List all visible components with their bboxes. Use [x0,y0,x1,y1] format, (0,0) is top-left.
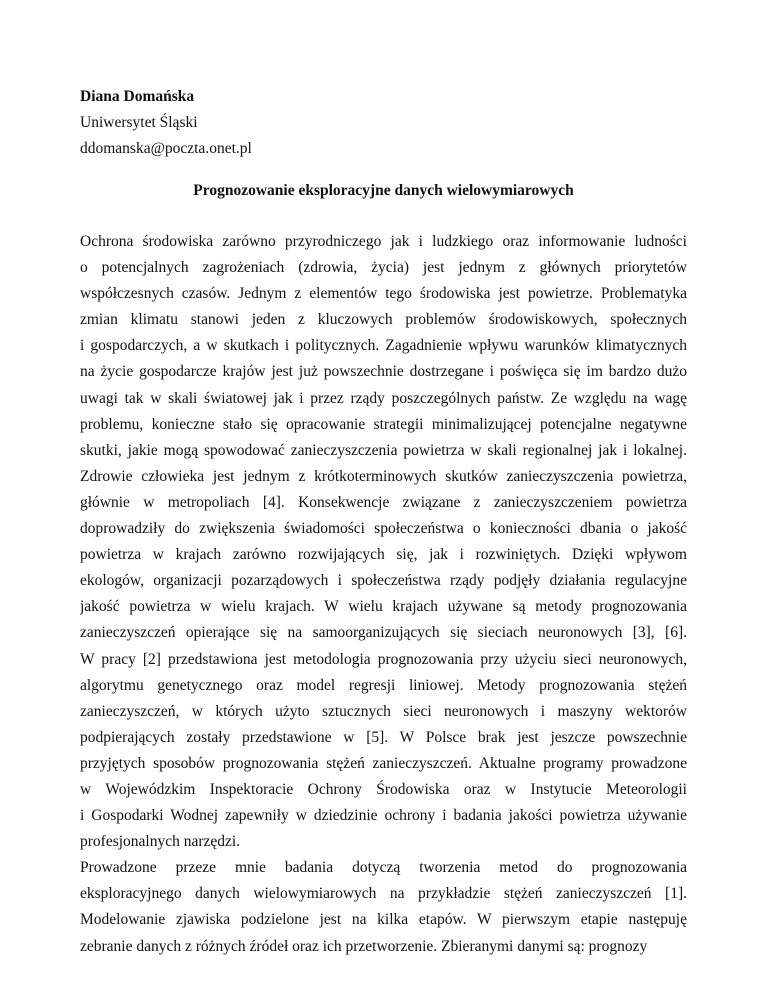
paragraph-1-line: algorytmu genetycznego oraz model regresji liniowej. Metody prognozowania stężeń [80,676,687,694]
paragraph-1-line: i Gospodarki Wodnej zapewniły w dziedzinie ochrony i badania jakości powietrza używanie [80,807,687,825]
paragraph-1-line: profesjonalnych narzędzi. [80,833,241,851]
body-text [80,229,687,960]
paragraph-1-line: Zdrowie człowieka jest jednym z krótkoterminowych skutków zanieczyszczenia powietrza, [80,467,687,485]
paragraph-1-line: głównie w metropoliach [4]. Konsekwencje związane z zanieczyszczeniem powietrza [80,493,687,511]
paragraph-1-line: doprowadziły do zwiększenia świadomości społeczeństwa o konieczności dbania o jakość [80,520,687,538]
paragraph-1-line: uwagi tak w skali światowej jak i przez rządy poszczególnych państw. Ze względu na wagę [80,389,687,407]
paragraph-1-line: i gospodarczych, a w skutkach i politycznych. Zagadnienie wpływu warunków klimatycznych [80,337,687,355]
author-block [80,84,700,162]
paragraph-1-line: w Wojewódzkim Inspektoracie Ochrony Środowiska oraz w Instytucie Meteorologii [80,780,687,798]
paragraph-1-line: zmian klimatu stanowi jeden z kluczowych problemów środowiskowych, społecznych [80,311,687,329]
paragraph-1-line: współczesnych czasów. Jednym z elementów tego środowiska jest powietrze. Problematyka [80,285,687,303]
paragraph-1-line: na życie gospodarcze krajów jest już powszechnie dostrzegane i poświęca się im bardzo dużo [80,363,687,381]
paragraph-1-line: W pracy [2] przedstawiona jest metodologia prognozowania przy użyciu sieci neuronowych, [80,650,687,668]
paragraph-2-line: Prowadzone przeze mnie badania dotyczą tworzenia metod do prognozowania [80,859,687,877]
paragraph-1-line: zanieczyszczeń opierające się na samoorganizujących się sieciach neuronowych [3], [6]. [80,624,687,642]
author-name: Diana Domańska [80,88,195,105]
paragraph-1-line: skutki, jakie mogą spowodować zanieczyszczenia powietrza w skali regionalnej jak i lokalnej. [80,441,687,459]
paragraph-1-line: Ochrona środowiska zarówno przyrodniczego jak i ludzkiego oraz informowanie ludności [80,233,687,250]
paragraph-2-line: Modelowanie zjawiska podzielone jest na kilka etapów. W pierwszym etapie następuję [80,911,687,929]
paragraph-1-line: o potencjalnych zagrożeniach (zdrowia, życia) jest jednym z głównych priorytetów [80,259,687,277]
paragraph-1-line: zanieczyszczeń, w których użyto sztucznych sieci neuronowych i maszyny wektorów [80,702,687,720]
author-email: ddomanska@poczta.onet.pl [80,140,252,157]
paragraph-1-line: podpierających zostały przedstawione w [5]. W Polsce brak jest jeszcze powszechnie [80,728,687,746]
paragraph-1-line: jakość powietrza w wielu krajach. W wielu krajach używane są metody prognozowania [80,598,687,616]
paragraph-1-line: problemu, konieczne stało się opracowanie strategii minimalizującej potencjalne negatywne [80,415,687,433]
paragraph-1-line: przyjętych sposobów prognozowania stężeń zanieczyszczeń. Aktualne programy prowadzone [80,754,687,772]
paragraph-1-line: powietrza w krajach zarówno rozwijających się, jak i rozwiniętych. Dzięki wpływom [80,546,687,564]
author-affiliation: Uniwersytet Śląski [80,114,198,131]
paper-title: Prognozowanie eksploracyjne danych wielowymiarowych [193,182,574,199]
paragraph-1-line: ekologów, organizacji pozarządowych i społeczeństwa rządy podjęły działania regulacyjne [80,572,687,590]
paragraph-2-line: zebranie danych z różnych źródeł oraz ich przetworzenie. Zbieranymi danymi są: prognozy [80,937,648,955]
paragraph-2-line: eksploracyjnego danych wielowymiarowych na przykładzie stężeń zanieczyszczeń [1]. [80,885,687,903]
